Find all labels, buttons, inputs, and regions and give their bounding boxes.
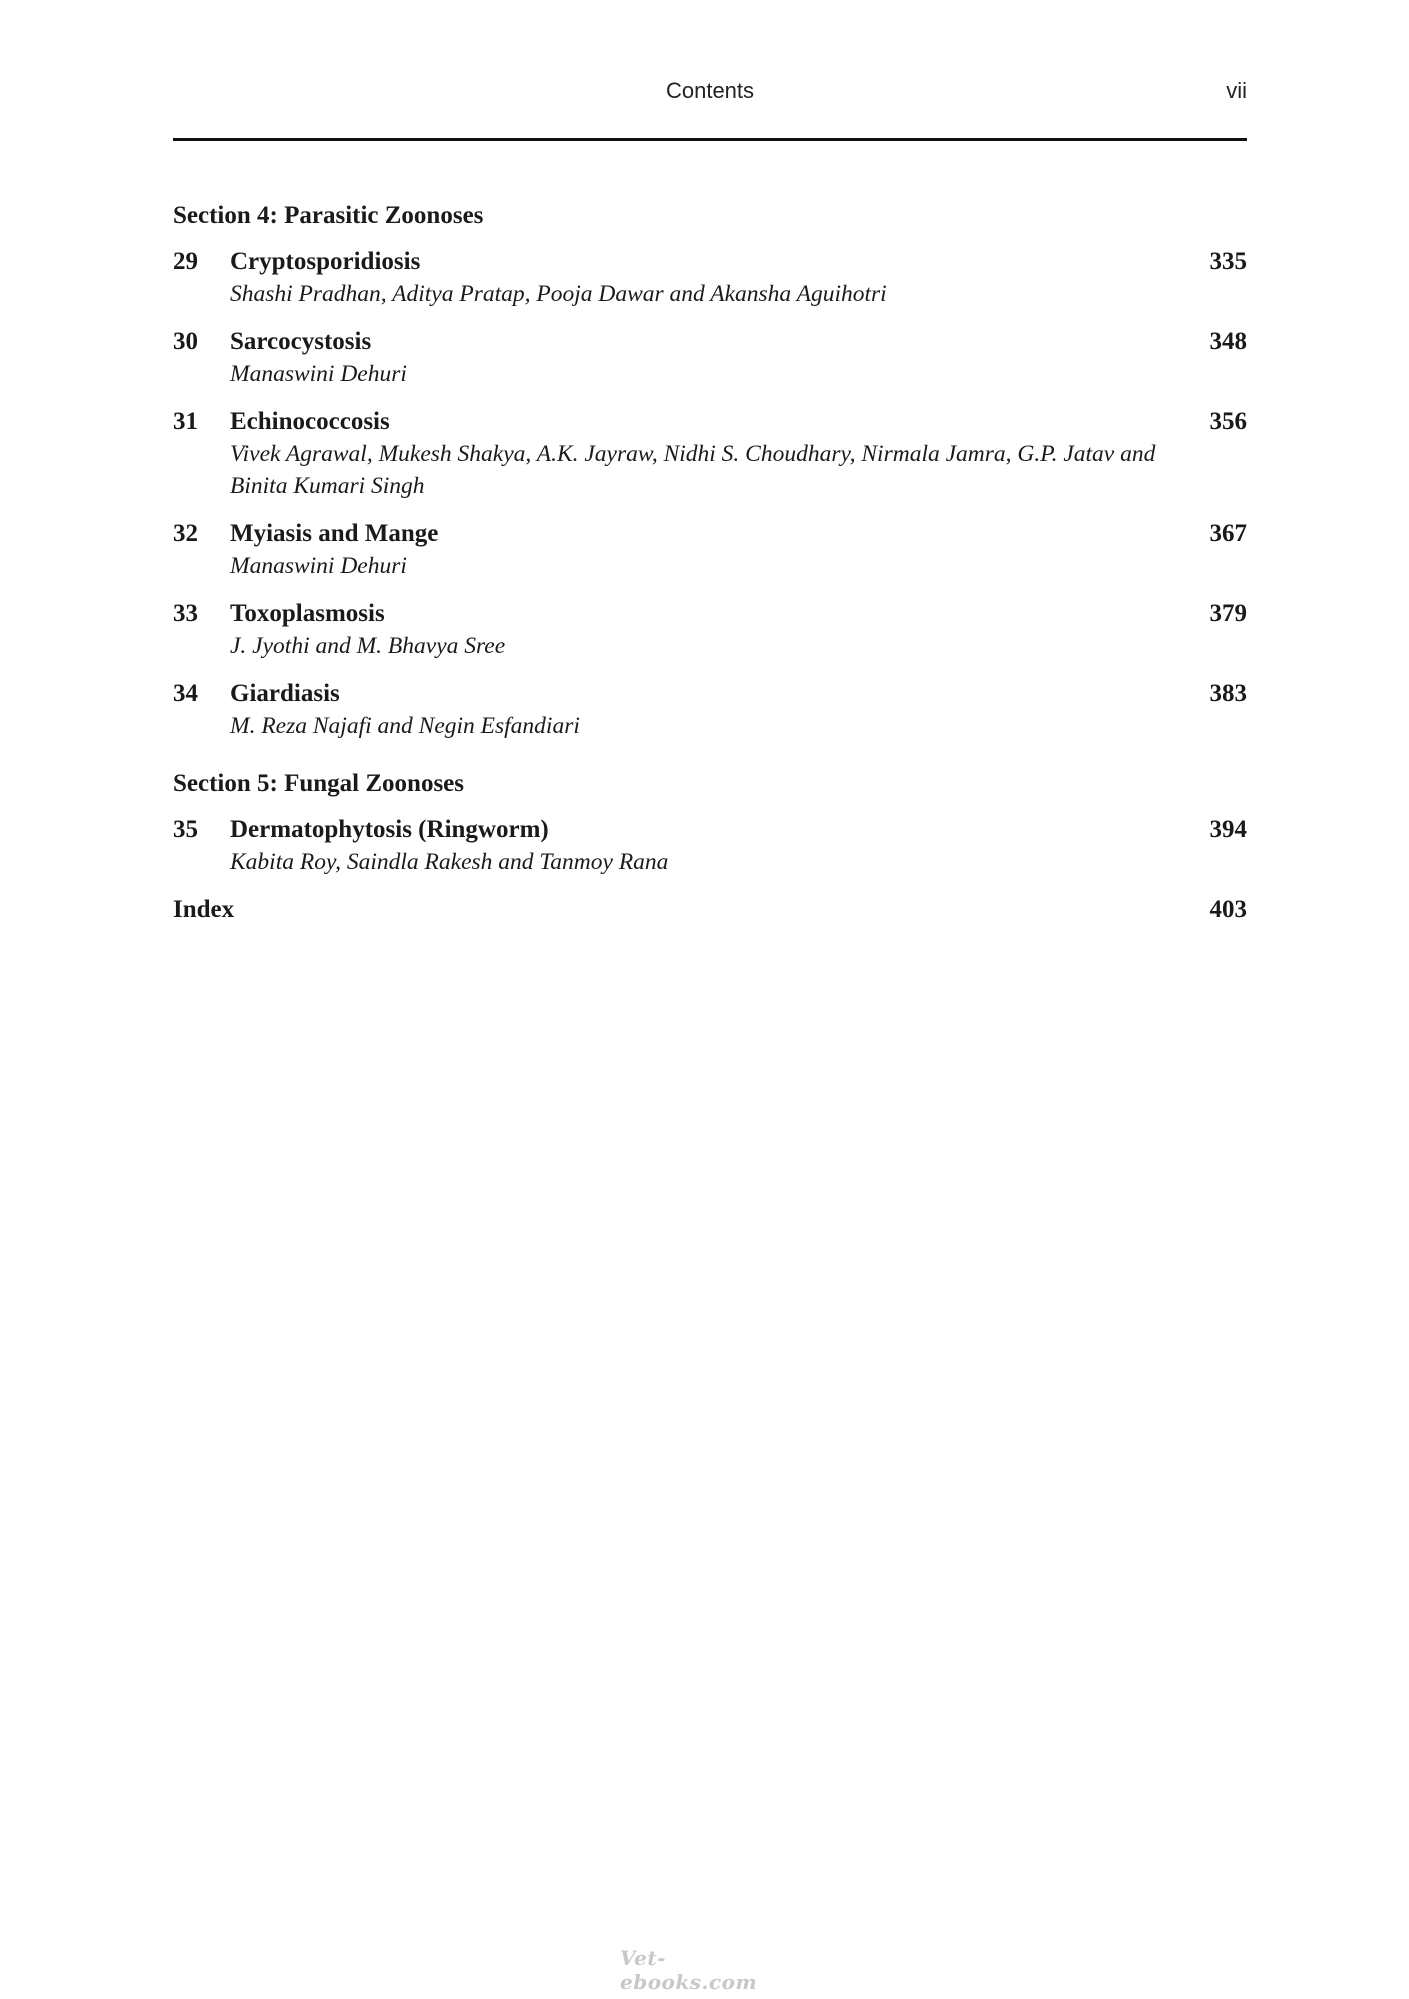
chapter-page: 348 [1209,328,1247,355]
toc-entry[interactable] [173,246,1247,310]
chapter-title: Dermatophytosis (Ringworm) [230,816,549,843]
chapter-page: 356 [1209,408,1247,435]
running-head [173,78,1247,114]
toc-entry[interactable] [173,326,1247,390]
chapter-title: Cryptosporidiosis [230,248,421,275]
table-of-contents [173,200,1247,926]
chapter-title: Myiasis and Mange [230,520,439,547]
watermark-logo [620,1946,790,1994]
toc-entry[interactable] [173,598,1247,662]
section-heading: Section 4: Parasitic Zoonoses [173,202,484,229]
chapter-number: 31 [173,408,198,435]
watermark-text: Vet-ebooks.com [620,1946,758,1994]
chapter-title: Giardiasis [230,680,340,707]
chapter-authors: Shashi Pradhan, Aditya Pratap, Pooja Dawar and Akansha Aguihotri [230,281,887,307]
toc-entry[interactable] [173,814,1247,878]
chapter-page: 383 [1209,680,1247,707]
page-folio: vii [1226,78,1247,103]
header-rule [173,138,1247,141]
chapter-number: 29 [173,248,198,275]
chapter-title: Echinococcosis [230,408,390,435]
index-entry[interactable] [173,894,1247,926]
toc-entry[interactable] [173,406,1247,502]
chapter-number: 35 [173,816,198,843]
index-label: Index [173,896,235,923]
chapter-number: 34 [173,680,198,707]
chapter-page: 335 [1209,248,1247,275]
chapter-title: Sarcocystosis [230,328,372,355]
chapter-authors: J. Jyothi and M. Bhavya Sree [230,633,506,659]
chapter-authors: Manaswini Dehuri [230,361,407,387]
chapter-authors: Vivek Agrawal, Mukesh Shakya, A.K. Jayraw, Nidhi S. Choudhary, Nirmala Jamra, G.P. Jatav and Binita Kumari Singh [230,441,1156,499]
chapter-authors: Kabita Roy, Saindla Rakesh and Tanmoy Rana [230,849,669,875]
chapter-authors: M. Reza Najafi and Negin Esfandiari [230,713,580,739]
toc-entry[interactable] [173,678,1247,742]
section-heading: Section 5: Fungal Zoonoses [173,770,465,797]
toc-entry[interactable] [173,518,1247,582]
chapter-page: 394 [1209,816,1247,843]
chapter-number: 33 [173,600,198,627]
chapter-number: 32 [173,520,198,547]
chapter-authors: Manaswini Dehuri [230,553,407,579]
chapter-number: 30 [173,328,198,355]
chapter-page: 367 [1209,520,1247,547]
running-title: Contents [665,78,755,103]
index-page: 403 [1209,896,1247,923]
chapter-page: 379 [1209,600,1247,627]
chapter-title: Toxoplasmosis [230,600,385,627]
